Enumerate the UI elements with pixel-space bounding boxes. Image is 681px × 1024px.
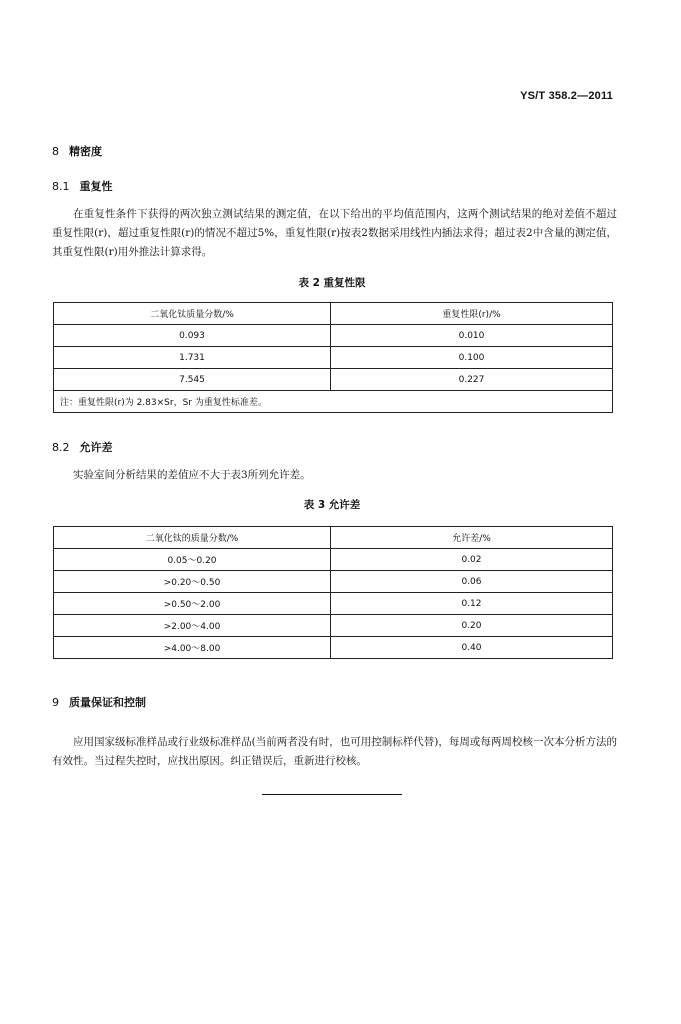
table-cell: 0.100 (331, 347, 613, 369)
table-3-header-col1: 二氧化钛的质量分数/% (54, 527, 331, 549)
table-cell: >4.00～8.00 (54, 637, 331, 659)
table-row (54, 347, 613, 369)
table-row (54, 325, 613, 347)
table-2 (53, 302, 613, 413)
table-cell: >2.00～4.00 (54, 615, 331, 637)
section-8-2-title: 允许差 (79, 441, 113, 454)
table-cell: 0.02 (331, 549, 613, 571)
section-8-1-heading (52, 178, 113, 194)
table-cell: 7.545 (54, 369, 331, 391)
table-row (54, 549, 613, 571)
section-8-2-number: 8.2 (52, 441, 70, 454)
table-row (54, 571, 613, 593)
table-cell: 0.40 (331, 637, 613, 659)
table-cell: 0.12 (331, 593, 613, 615)
section-9-title: 质量保证和控制 (69, 696, 146, 709)
table-2-note: 注：重复性限(r)为 2.83×Sr，Sr 为重复性标准差。 (54, 391, 613, 413)
table-3-header-row (54, 527, 613, 549)
section-9-paragraph: 应用国家级标准样品或行业级标准样品(当前两者没有时，也可用控制标样代替)，每周或每两周校核一次本分析方法的有效性。当过程失控时，应找出原因。纠正错误后，重新进行校核。 (52, 736, 617, 767)
table-3-caption: 表 3 允许差 (303, 499, 361, 511)
section-8-1-paragraph: 在重复性条件下获得的两次独立测试结果的测定值，在以下给出的平均值范围内，这两个测试结果的绝对差值不超过重复性限(r)，超过重复性限(r)的情况不超过5%，重复性限(r)按表2数据采用线性内插法求得；超过表2中含量的测定值，其重复性限(r)用外推法计算求得。 (52, 208, 617, 258)
section-8-2-paragraph: 实验室间分析结果的差值应不大于表3所列允许差。 (73, 469, 311, 481)
table-row (54, 637, 613, 659)
table-cell: >0.50～2.00 (54, 593, 331, 615)
section-8-number: 8 (52, 145, 59, 158)
table-cell: 0.010 (331, 325, 613, 347)
table-3 (53, 526, 613, 659)
section-9-number: 9 (52, 696, 59, 709)
table-cell: 0.20 (331, 615, 613, 637)
table-row (54, 593, 613, 615)
end-rule (262, 794, 402, 795)
table-2-header-col1: 二氧化钛质量分数/% (54, 303, 331, 325)
table-cell: 0.06 (331, 571, 613, 593)
table-row (54, 369, 613, 391)
table-cell: 0.093 (54, 325, 331, 347)
section-8-1-title: 重复性 (79, 180, 113, 193)
table-cell: 0.05～0.20 (54, 549, 331, 571)
section-8-1-number: 8.1 (52, 180, 70, 193)
table-cell: 0.227 (331, 369, 613, 391)
standard-code: YS/T 358.2—2011 (520, 90, 613, 102)
table-2-note-row (54, 391, 613, 413)
table-2-caption: 表 2 重复性限 (298, 277, 366, 289)
table-cell: >0.20～0.50 (54, 571, 331, 593)
section-9-heading (52, 694, 146, 710)
table-row (54, 615, 613, 637)
table-cell: 1.731 (54, 347, 331, 369)
section-8-title: 精密度 (69, 145, 102, 158)
section-8-heading (52, 143, 102, 159)
table-2-header-row (54, 303, 613, 325)
table-3-header-col2: 允许差/% (331, 527, 613, 549)
section-8-2-heading (52, 439, 113, 455)
table-2-header-col2: 重复性限(r)/% (331, 303, 613, 325)
